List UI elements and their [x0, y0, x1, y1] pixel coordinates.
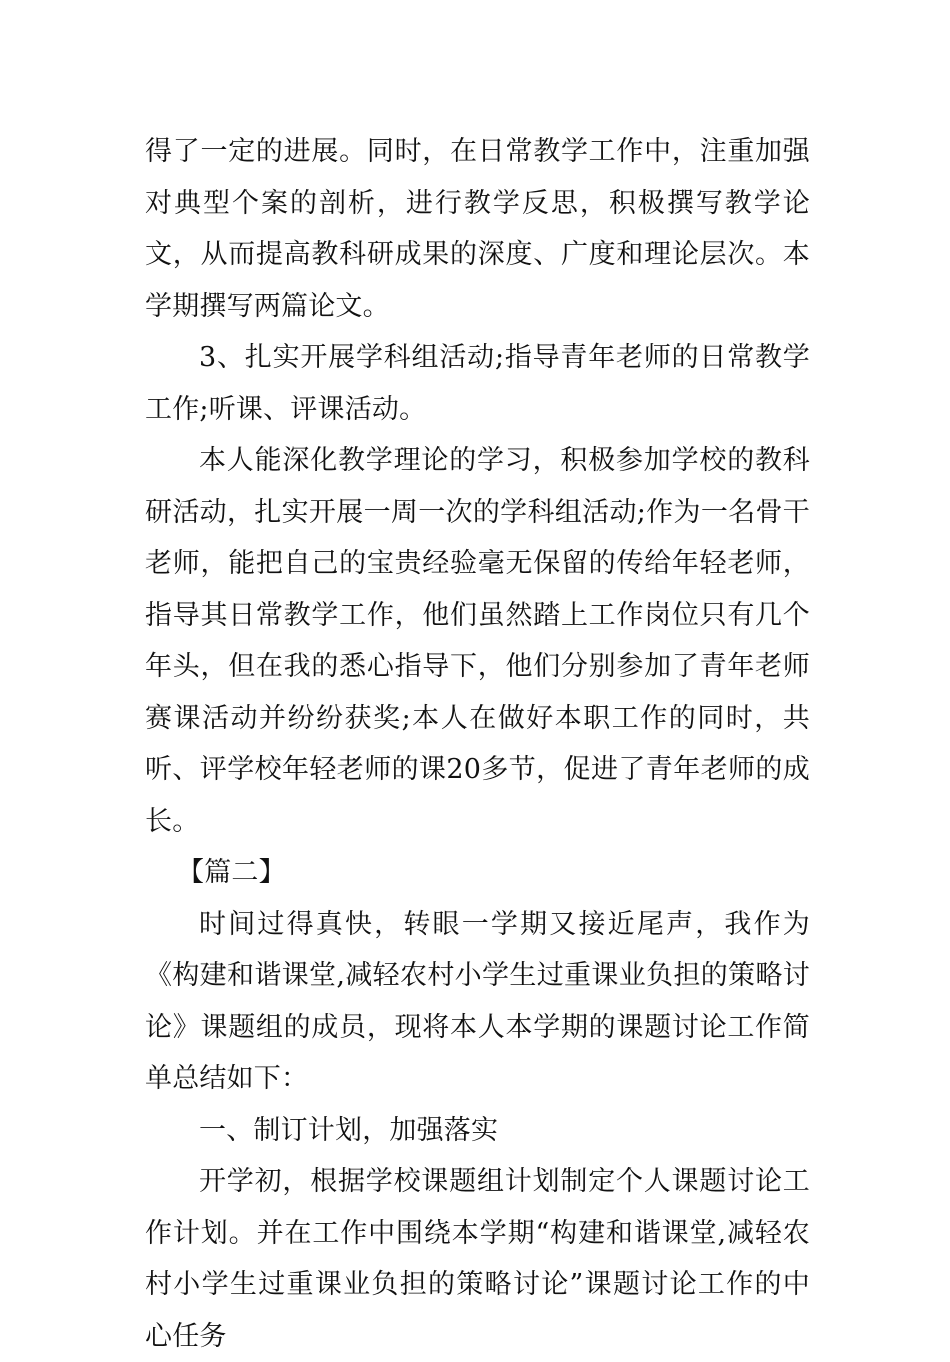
document-page — [145, 126, 810, 1362]
paragraph-item-3: 3、扎实开展学科组活动;指导青年老师的日常教学工作;听课、评课活动。 — [145, 342, 810, 425]
paragraph-mentoring: 本人能深化教学理论的学习，积极参加学校的教科研活动，扎实开展一周一次的学科组活动;作为一名骨干老师，能把自己的宝贵经验毫无保留的传给年轻老师，指导其日常教学工作，他们虽然踏上工作岗位只有几个年头，但在我的悉心指导下，他们分别参加了青年老师赛课活动并纷纷获奖;本人在做好本职工作的同时，共听、评学校年轻老师的课20多节，促进了青年老师的成长。 — [145, 445, 810, 837]
paragraph-intro: 时间过得真快，转眼一学期又接近尾声，我作为《构建和谐课堂,减轻农村小学生过重课业负担的策略讨论》课题组的成员，现将本人本学期的课题讨论工作简单总结如下： — [145, 908, 810, 1094]
paragraph-continuation: 得了一定的进展。同时，在日常教学工作中，注重加强对典型个案的剖析，进行教学反思，积极撰写教学论文，从而提高教科研成果的深度、广度和理论层次。本学期撰写两篇论文。 — [145, 136, 810, 322]
section-heading-plan: 一、制订计划，加强落实 — [199, 1114, 499, 1146]
paragraph-plan-details: 开学初，根据学校课题组计划制定个人课题讨论工作计划。并在工作中围绕本学期“构建和谐课堂,减轻农村小学生过重课业负担的策略讨论”课题讨论工作的中心任务 — [145, 1166, 810, 1352]
section-title-part-two: 【篇二】 — [177, 857, 286, 888]
